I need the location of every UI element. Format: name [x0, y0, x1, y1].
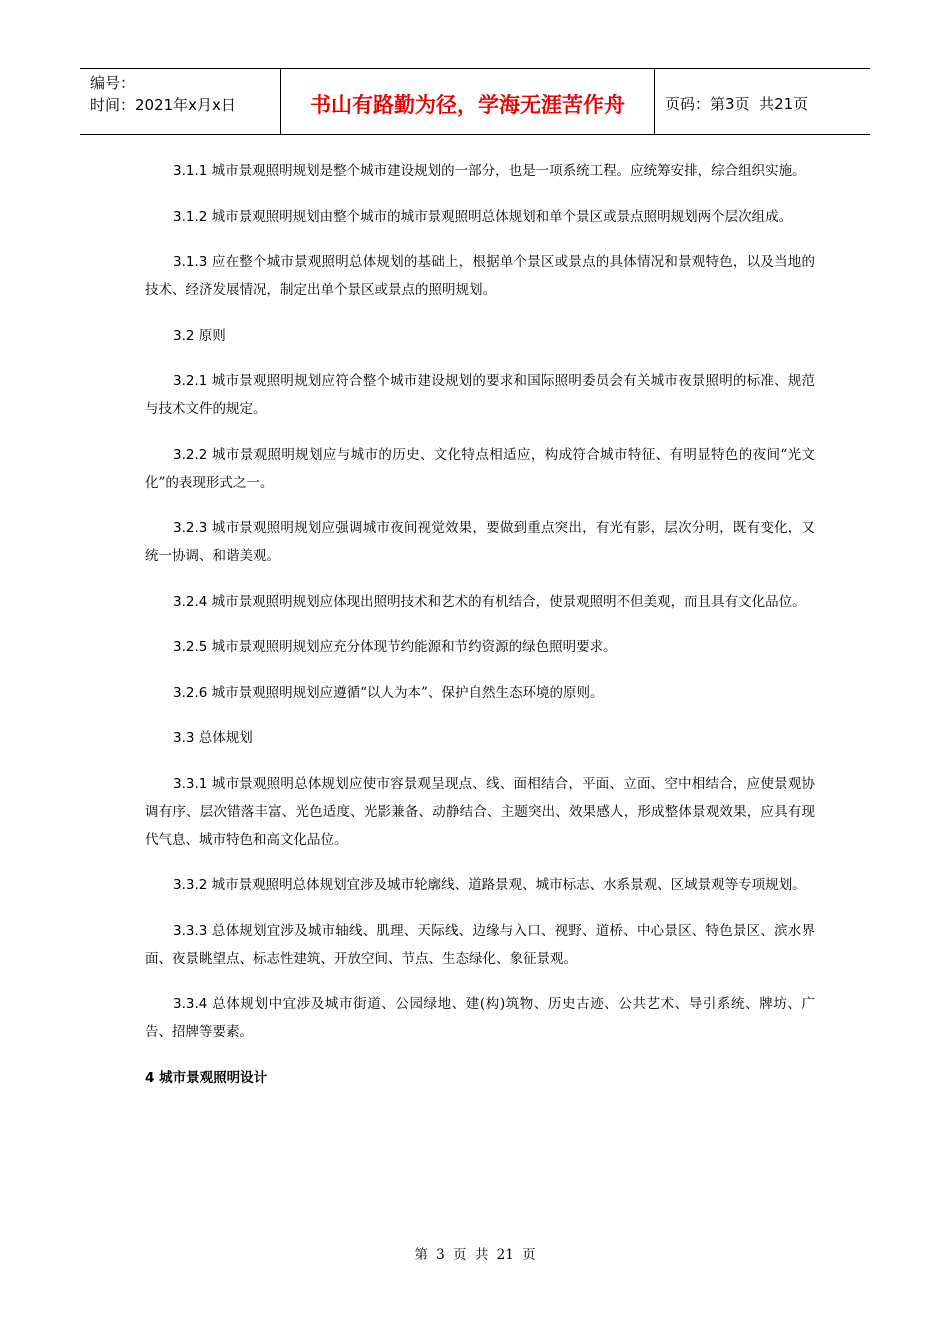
header-page-label: 页码：第3页 共21页 — [665, 95, 809, 113]
clause-number: 3.2.3 — [173, 520, 208, 536]
clause-number: 3.3.4 — [173, 996, 208, 1012]
clause-number: 3.3.3 — [173, 922, 208, 939]
clause-text: 应在整个城市景观照明总体规划的基础上，根据单个景区或景点的具体情况和景观特色，以及当地的技术、经济发展情况，制定出单个景区或景点的照明规划。 — [145, 254, 815, 298]
clause-text: 城市景观照明规划应体现出照明技术和艺术的有机结合，使景观照明不但美观，而且具有文化品位。 — [207, 593, 806, 610]
paragraph-3-1-3 — [145, 248, 815, 304]
paragraph-3-2-1 — [145, 367, 815, 423]
clause-text: 城市景观照明规划应强调城市夜间视觉效果，要做到重点突出，有光有影，层次分明，既有变化，又统一协调、和谐美观。 — [145, 520, 815, 564]
clause-number: 3.2.6 — [173, 684, 208, 701]
clause-number: 3.2.2 — [173, 446, 208, 463]
clause-number: 3.1.1 — [173, 163, 208, 179]
paragraph-3-2-4 — [145, 588, 815, 616]
section-4-heading: 4 城市景观照明设计 — [145, 1069, 268, 1086]
paragraph-3-3-3 — [145, 917, 815, 973]
section-3-2-heading — [145, 322, 815, 350]
paragraph-3-2-6 — [145, 679, 815, 707]
section-title: 原则 — [194, 327, 226, 344]
clause-text: 总体规划中宜涉及城市街道、公园绿地、建(构)筑物、历史古迹、公共艺术、导引系统、牌坊、广告、招牌等要素。 — [145, 996, 815, 1040]
paragraph-3-3-1 — [145, 770, 815, 854]
clause-text: 城市景观照明规划应遵循“以人为本”、保护自然生态环境的原则。 — [207, 684, 604, 701]
page-header — [80, 68, 870, 135]
clause-number: 3.1.3 — [173, 254, 208, 270]
paragraph-3-2-3 — [145, 514, 815, 570]
section-number: 3.2 — [173, 327, 195, 344]
clause-text: 城市景观照明总体规划宜涉及城市轮廓线、道路景观、城市标志、水系景观、区域景观等专项规划。 — [207, 877, 806, 893]
paragraph-3-3-4 — [145, 990, 815, 1046]
section-3-3-heading — [145, 724, 815, 752]
clause-text: 城市景观照明规划是整个城市建设规划的一部分，也是一项系统工程。应统筹安排，综合组织实施。 — [207, 163, 806, 179]
document-code-label: 编号： — [90, 74, 136, 92]
page-footer: 第 3 页 共 21 页 — [414, 1247, 536, 1263]
clause-text: 总体规划宜涉及城市轴线、肌理、天际线、边缘与入口、视野、道桥、中心景区、特色景区、滨水界面、夜景眺望点、标志性建筑、开放空间、节点、生态绿化、象征景观。 — [145, 922, 815, 967]
document-body — [145, 157, 815, 1092]
clause-text: 城市景观照明总体规划应使市容景观呈现点、线、面相结合，平面、立面、空中相结合，应使景观协调有序、层次错落丰富、光色适度、光影兼备、动静结合、主题突出、效果感人，形成整体景观效果，应具有现代气息、城市特色和高文化品位。 — [145, 775, 815, 848]
clause-number: 3.2.5 — [173, 639, 208, 655]
clause-number: 3.3.2 — [173, 877, 208, 893]
clause-number: 3.1.2 — [173, 208, 208, 225]
clause-text: 城市景观照明规划应符合整个城市建设规划的要求和国际照明委员会有关城市夜景照明的标准、规范与技术文件的规定。 — [145, 373, 815, 417]
header-motto: 书山有路勤为径，学海无涯苦作舟 — [281, 69, 655, 134]
header-meta-cell — [80, 69, 281, 134]
clause-number: 3.3.1 — [173, 775, 208, 792]
section-title: 总体规划 — [194, 730, 253, 746]
clause-text: 城市景观照明规划由整个城市的城市景观照明总体规划和单个景区或景点照明规划两个层次组成。 — [207, 208, 793, 225]
document-date-label: 时间：2021年x月x日 — [90, 96, 236, 114]
section-number: 3.3 — [173, 730, 195, 746]
clause-text: 城市景观照明规划应与城市的历史、文化特点相适应，构成符合城市特征、有明显特色的夜间“光文化”的表现形式之一。 — [145, 446, 815, 491]
clause-text: 城市景观照明规划应充分体现节约能源和节约资源的绿色照明要求。 — [207, 639, 617, 655]
paragraph-3-1-1 — [145, 157, 815, 185]
clause-number: 3.2.1 — [173, 373, 208, 389]
paragraph-3-3-2 — [145, 871, 815, 899]
clause-number: 3.2.4 — [173, 593, 208, 610]
paragraph-3-1-2 — [145, 203, 815, 231]
paragraph-3-2-2 — [145, 441, 815, 497]
paragraph-3-2-5 — [145, 633, 815, 661]
header-page-cell — [655, 69, 870, 134]
